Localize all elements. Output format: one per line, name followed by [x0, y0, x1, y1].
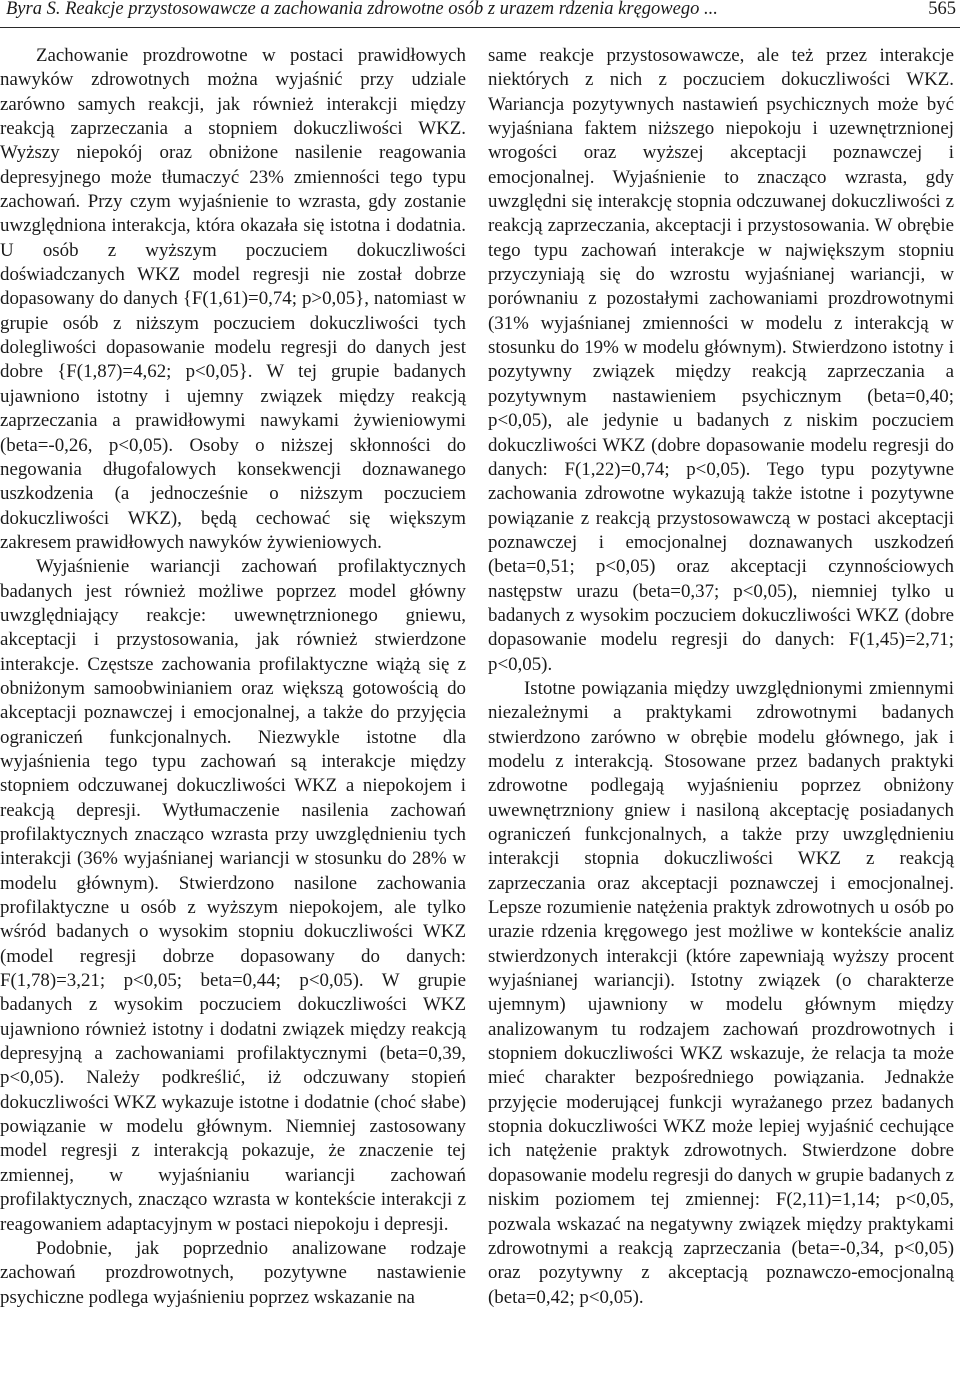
right-column — [488, 44, 954, 1310]
paragraph: Zachowanie prozdrowotne w postaci prawidłowych nawyków zdrowotnych można wyjaśnić przy udziale zarówno samych reakcji, jak również interakcji między reakcją zaprzeczania a stopniem dokuczliwości WKZ. Wyższy niepokój oraz obniżone nasilenie reagowania depresyjnego może tłumaczyć 23% zmienności tego typu zachowań. Przy czym wyjaśnienie to wzrasta, gdy zostanie uwzględniona interakcja, która okazała się istotna i dodatnia. U osób z wyższym poczuciem dokuczliwości doświadczanych WKZ model regresji nie został dobrze dopasowany do danych {F(1,61)=0,74; p>0,05}, natomiast w grupie osób z niższym poczuciem dokuczliwości tych dolegliwości dopasowanie modelu regresji do danych jest dobre {F(1,87)=4,62; p<0,05}. W tej grupie badanych ujawniono istotny i ujemny związek między reakcją zaprzeczania a prawidłowymi nawykami żywieniowymi (beta=-0,26, p<0,05). Osoby o niższej skłonności do negowania długofalowych konsekwencji doznawanego uszkodzenia (a jednocześnie o niższym poczuciem dokuczliwości WKZ), będą cechować się większym zakresem prawidłowych nawyków żywieniowych. — [0, 45, 466, 553]
paragraph: same reakcje przystosowawcze, ale też przez interakcje niektórych z nich z poczuciem dokuczliwości WKZ. Wariancja pozytywnych nastawień psychicznych może być wyjaśniana faktem niższego niepokoju i uzewnętrznionej wrogości oraz wyższej akceptacji poznawczej i emocjonalnej. Wyjaśnienie to znacząco wzrasta, gdy uwzględni się interakcję stopnia odczuwanej dokuczliwości z reakcją zaprzeczania, akceptacji i przystosowania. W obrębie tego typu zachowań interakcje w największym stopniu przyczyniają się do wzrostu wyjaśnianej wariancji, w porównaniu z pozostałymi zachowaniami prozdrowotnymi (31% wyjaśnianej zmienności w modelu z interakcją w stosunku do 19% w modelu głównym). Stwierdzono istotny i pozytywny związek między reakcją zaprzeczania a pozytywnym nastawieniem psychicznym (beta=0,40; p<0,05), ale jedynie u badanych z niskim poczuciem dokuczliwości WKZ (dobre dopasowanie modelu regresji do danych: F(1,22)=0,74; p<0,05). Tego typu pozytywne zachowania zdrowotne wykazują także istotne i pozytywne powiązanie z reakcją przystosowawczą w postaci akceptacji poznawczej i emocjonalnej doznawanych uszkodzeń (beta=0,51; p<0,05) oraz akceptacji czynnościowych następstw urazu (beta=0,37; p<0,05), niemniej tylko u badanych z wysokim poczuciem dokuczliwości WKZ (dobre dopasowanie modelu regresji do danych: F(1,45)=2,71; p<0,05). — [488, 45, 954, 675]
paragraph: Istotne powiązania między uwzględnionymi zmiennymi niezależnymi a praktykami zdrowotnymi badanych stwierdzono zarówno w obrębie modelu głównego, jak i modelu z interakcją. Stosowane przez badanych praktyki zdrowotne podlegają wyjaśnieniu poprzez obniżony uwewnętrzniony gniew i nasiloną akceptację posiadanych ograniczeń funkcjonalnych, a także przy uwzględnieniu interakcji stopnia dokuczliwości WKZ z reakcją zaprzeczania oraz akceptacji poznawczej i emocjonalnej. Lepsze rozumienie natężenia praktyk zdrowotnych u osób po urazie rdzenia kręgowego jest możliwe w kontekście analiz stwierdzonych interakcji (które zapewniają wyższy procent wyjaśnianej wariancji). Istotny związek (o charakterze ujemnym) ujawniony w modelu głównym między analizowanym tu rodzajem zachowań prozdrowotnych i stopniem dokuczliwości WKZ wskazuje, że relacja ta może mieć charakter bezpośredniego powiązania. Jednakże przyjęcie moderującej funkcji wyrażanego przez badanych stopnia dokuczliwości WKZ może lepiej wyjaśnić cechujące ich natężenie praktyk zdrowotnych. Stwierdzone dobre dopasowanie modelu regresji do danych w grupie badanych z niskim poziomem tej zmiennej: F(2,11)=1,14; p<0,05, pozwala wskazać na negatywny związek między praktykami zdrowotnymi a reakcją zaprzeczania (beta=-0,34, p<0,05) oraz pozytywny z akceptacją poznawczo-emocjonalną (beta=0,42; p<0,05). — [488, 677, 954, 1308]
paragraph: Podobnie, jak poprzednio analizowane rodzaje zachowań prozdrowotnych, pozytywne nastawienie psychiczne podlega wyjaśnieniu poprzez wskazanie na — [0, 1237, 466, 1308]
running-header — [0, 0, 960, 30]
page-number: 565 — [928, 0, 956, 19]
running-title: Byra S. Reakcje przystosowawcze a zachowania zdrowotne osób z urazem rdzenia kręgowego ... — [6, 0, 718, 19]
paragraph: Wyjaśnienie wariancji zachowań profilaktycznych badanych jest również możliwe poprzez model główny uwzględniający reakcje: uwewnętrznionego gniewu, akceptacji i przystosowania, jak również stwierdzone interakcje. Częstsze zachowania profilaktyczne wiążą się z obniżonym samoobwinianiem oraz większą gotowością do akceptacji poznawczej i emocjonalnej, a także do przyjęcia ograniczeń funkcjonalnych. Niezwykle istotne dla wyjaśnienia tego typu zachowań są interakcje między stopniem odczuwanej dokuczliwości WKZ a niepokojem i reakcją depresji. Wytłumaczenie nasilenia zachowań profilaktycznych znacząco wzrasta przy uwzględnieniu tych interakcji (36% wyjaśnianej wariancji w stosunku do 28% w modelu głównym). Stwierdzono nasilone zachowania profilaktyczne u osób z wyższym niepokojem, ale tylko wśród badanych o wysokim stopniu dokuczliwości WKZ (model regresji dobrze dopasowany do danych: F(1,78)=3,21; p<0,05; beta=0,44; p<0,05). W grupie badanych z wysokim poczuciem dokuczliwości WKZ ujawniono również istotny i dodatni związek między reakcją depresyjną a zachowaniami profilaktycznymi (beta=0,39, p<0,05). Należy podkreślić, iż odczuwany stopień dokuczliwości WKZ wykazuje istotne i dodatnie (choć słabe) powiązanie w modelu głównym. Niemniej zastosowany model regresji z interakcją pokazuje, że znaczenie tej zmiennej, w wyjaśnianiu wariancji zachowań profilaktycznych, znacząco wzrasta w kontekście interakcji z reagowaniem adaptacyjnym w postaci niepokoju i depresji. — [0, 556, 466, 1235]
left-column — [0, 44, 466, 1310]
header-rule — [0, 27, 960, 28]
